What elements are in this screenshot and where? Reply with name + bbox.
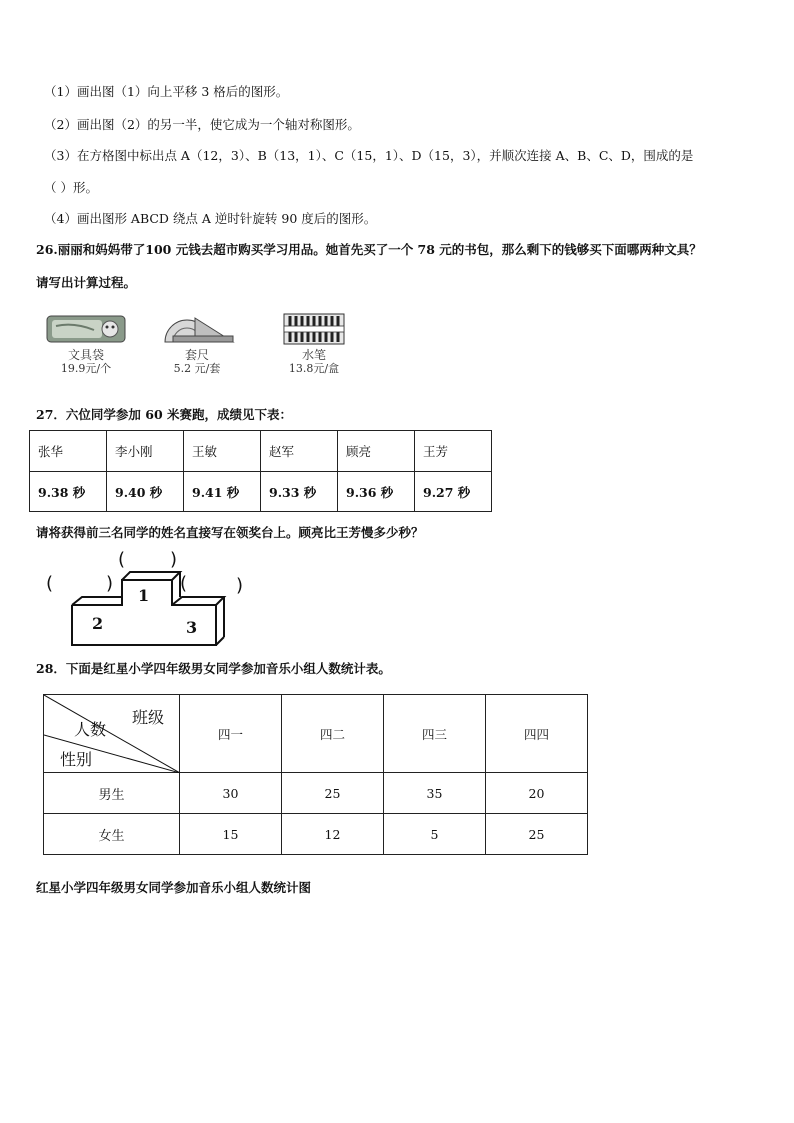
podium-place-1: 1 <box>138 586 150 605</box>
podium-place-2: 2 <box>92 614 104 633</box>
instruction-3: （3）在方格图中标出点 A（12，3）、B（13，1）、C（15，1）、D（15，3），并顺次连接 A、B、C、D，围成的是 <box>44 148 694 163</box>
race-time-cell: 9.27 秒 <box>415 472 492 512</box>
q27-question: 请将获得前三名同学的姓名直接写在领奖台上。顾亮比王芳慢多少秒？ <box>36 525 424 540</box>
table-cell: 35 <box>384 773 486 814</box>
product-pencil-bag <box>41 312 131 375</box>
race-time-cell: 9.40 秒 <box>107 472 184 512</box>
table-cell: 12 <box>282 814 384 855</box>
podium <box>40 545 250 654</box>
table-cell: 25 <box>282 773 384 814</box>
podium-blank-3-open: ( <box>180 573 188 594</box>
race-name-cell: 顾亮 <box>338 431 415 472</box>
pen-box-icon <box>272 312 356 346</box>
race-name-cell: 赵军 <box>261 431 338 472</box>
pencil-bag-icon <box>44 312 128 346</box>
row-label: 男生 <box>44 773 180 814</box>
podium-blank-1-open: ( <box>118 549 126 570</box>
instruction-4: （4）画出图形 ABCD 绕点 A 逆时针旋转 90 度后的图形。 <box>44 211 377 226</box>
ruler-set-icon <box>155 312 239 346</box>
instruction-2: （2）画出图（2）的另一半，使它成为一个轴对称图形。 <box>44 117 360 132</box>
podium-blank-2-open: ( <box>46 573 54 594</box>
diag-label-count: 人数 <box>74 720 107 739</box>
product-name: 套尺 <box>184 348 209 362</box>
podium-blank-1-close: ) <box>170 549 178 570</box>
podium-blank-3-close: ) <box>236 575 244 596</box>
q26-subtext: 请写出计算过程。 <box>36 275 137 290</box>
column-header: 四四 <box>486 695 588 773</box>
q27-text: 27．六位同学参加 60 米赛跑，成绩见下表： <box>36 407 292 422</box>
table-cell: 20 <box>486 773 588 814</box>
table-cell: 15 <box>180 814 282 855</box>
table-row <box>30 431 492 472</box>
diagonal-header-cell <box>44 695 180 773</box>
race-time-cell: 9.41 秒 <box>184 472 261 512</box>
q26-text: 26.丽丽和妈妈带了100 元钱去超市购买学习用品。她首先买了一个 78 元的书包，那么剩下的钱够买下面哪两种文具？ <box>36 242 702 257</box>
product-name: 文具袋 <box>67 348 104 362</box>
race-table <box>29 430 492 512</box>
product-price: 13.8元/盒 <box>288 362 340 375</box>
stats-table <box>43 694 588 855</box>
product-price: 19.9元/个 <box>60 362 112 375</box>
table-cell: 30 <box>180 773 282 814</box>
race-name-cell: 王芳 <box>415 431 492 472</box>
product-ruler-set <box>152 312 242 375</box>
podium-place-3: 3 <box>186 618 198 637</box>
column-header: 四三 <box>384 695 486 773</box>
race-name-cell: 李小刚 <box>107 431 184 472</box>
table-row <box>44 773 588 814</box>
column-header: 四二 <box>282 695 384 773</box>
product-pen-box <box>269 312 359 375</box>
race-time-cell: 9.33 秒 <box>261 472 338 512</box>
product-price: 5.2 元/套 <box>173 362 221 375</box>
race-time-cell: 9.36 秒 <box>338 472 415 512</box>
table-header-row <box>44 695 588 773</box>
column-header: 四一 <box>180 695 282 773</box>
podium-blank-2-close: ) <box>106 573 114 594</box>
row-label: 女生 <box>44 814 180 855</box>
table-row <box>44 814 588 855</box>
race-time-cell: 9.38 秒 <box>30 472 107 512</box>
table-cell: 25 <box>486 814 588 855</box>
race-name-cell: 王敏 <box>184 431 261 472</box>
product-name: 水笔 <box>301 348 326 362</box>
race-name-cell: 张华 <box>30 431 107 472</box>
q28-text: 28．下面是红星小学四年级男女同学参加音乐小组人数统计表。 <box>36 661 391 676</box>
instruction-1: （1）画出图（1）向上平移 3 格后的图形。 <box>44 84 289 99</box>
instruction-3-blank: （ ）形。 <box>44 180 98 195</box>
diag-label-gender: 性别 <box>60 750 93 769</box>
chart-caption: 红星小学四年级男女同学参加音乐小组人数统计图 <box>36 880 312 895</box>
table-row <box>30 472 492 512</box>
table-cell: 5 <box>384 814 486 855</box>
diag-label-class: 班级 <box>132 708 165 727</box>
